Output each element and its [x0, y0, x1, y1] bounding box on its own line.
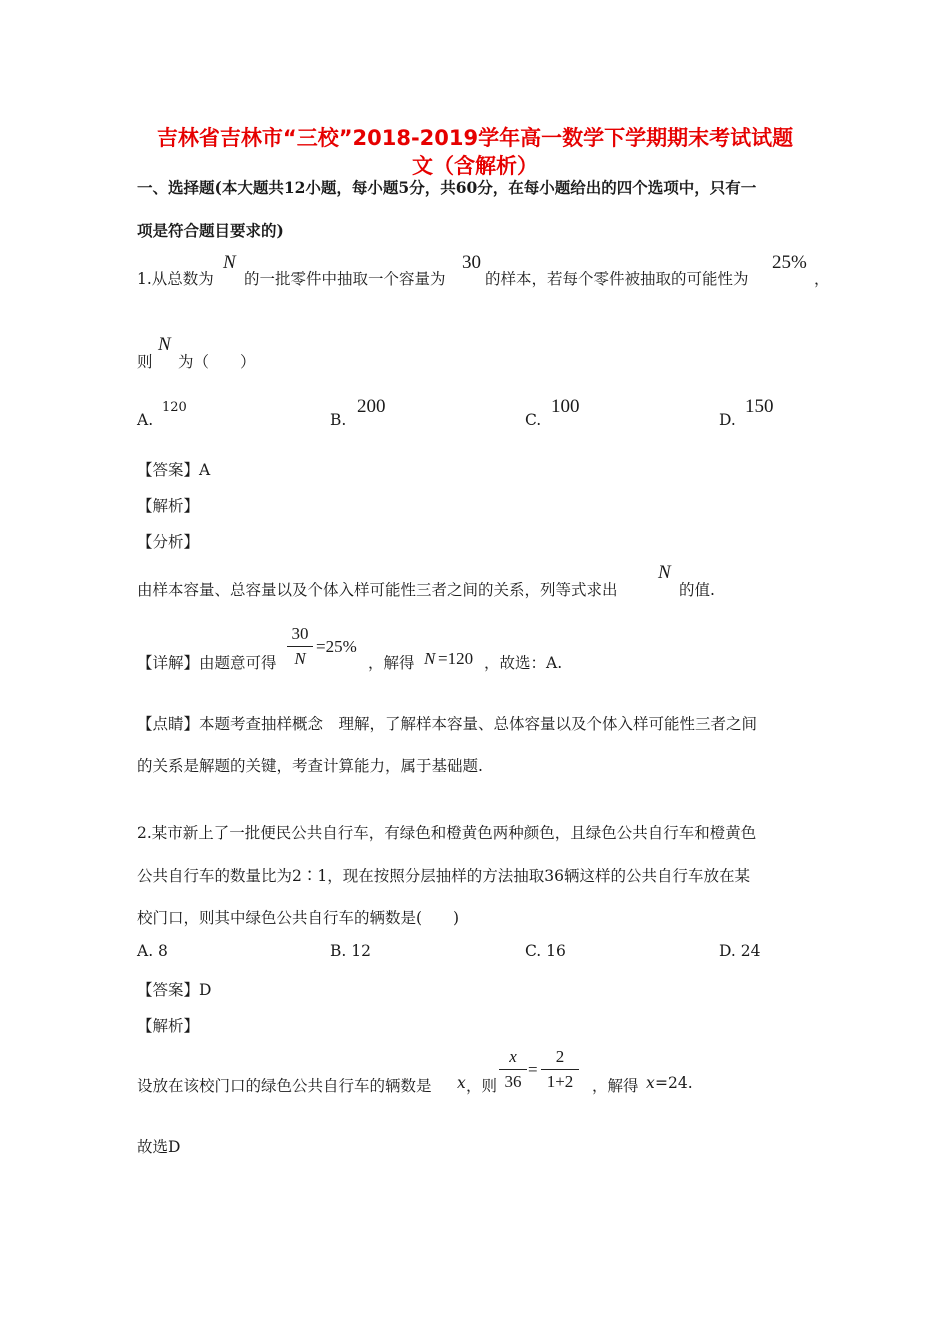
q1-answer: 【答案】A: [137, 461, 211, 479]
q2-equals-sign: =: [528, 1060, 538, 1079]
q2-fraction-2-numerator: 2: [555, 1047, 565, 1066]
q2-solution-part4: =24.: [655, 1074, 693, 1092]
q1-analysis-var-n: N: [658, 562, 671, 583]
q2-fraction-1-numerator: x: [509, 1047, 517, 1066]
q2-fraction-1: [499, 1047, 527, 1092]
q1-var-n: N: [223, 252, 236, 273]
section-heading: 一、选择题(本大题共12小题，每小题5分，共60分，在每小题给出的四个选项中，只有一: [137, 178, 757, 197]
q1-option-b-value: 200: [357, 396, 386, 417]
q2-stem-line3: 校门口，则其中绿色公共自行车的辆数是( ): [137, 909, 460, 927]
q1-comment-line1: 【点睛】本题考查抽样概念 理解，了解样本容量、总体容量以及个体入样可能性三者之间: [137, 715, 758, 733]
q1-comma: ，: [814, 270, 830, 288]
q1-fraction-denominator: N: [294, 649, 306, 668]
q1-option-a-value: 120: [162, 400, 187, 415]
q2-option-b: B. 12: [330, 942, 371, 960]
q1-option-a-label: A.: [137, 411, 154, 429]
q1-fraction: [287, 624, 313, 669]
q2-fraction-1-denominator: 36: [504, 1072, 522, 1091]
q1-analysis-part2: 的值.: [679, 581, 715, 599]
q1-fraction-numerator: 30: [291, 624, 309, 643]
q1-num-30: 30: [462, 252, 481, 273]
q1-detail-label: 【详解】由题意可得: [137, 654, 277, 672]
q1-option-b-label: B.: [330, 411, 347, 429]
section-heading-line2: 项是符合题目要求的): [137, 221, 284, 240]
q1-then: 则: [137, 353, 153, 371]
q1-detail-var-n: N: [424, 649, 436, 668]
q2-option-a: A. 8: [137, 942, 168, 960]
q2-answer: 【答案】D: [137, 981, 212, 999]
q1-analysis-part1: 由样本容量、总容量以及个体入样可能性三者之间的关系，列等式求出: [137, 581, 618, 599]
q2-solution-var-x2: x: [646, 1074, 655, 1092]
q2-option-d: D. 24: [719, 942, 761, 960]
q2-fraction-1-bar: [499, 1069, 527, 1070]
q1-detail-part3: ，故选：A.: [484, 654, 563, 672]
q1-option-c-value: 100: [551, 396, 580, 417]
q2-option-c: C. 16: [525, 942, 566, 960]
q2-fraction-2-denominator: 1+2: [546, 1072, 574, 1091]
q1-fraction-bar: [287, 646, 313, 647]
q1-pct: 25%: [772, 252, 807, 273]
q1-stem-part2: 的一批零件中抽取一个容量为: [244, 270, 446, 288]
q1-stem-part3: 的样本，若每个零件被抽取的可能性为: [485, 270, 749, 288]
q1-option-d-value: 150: [745, 396, 774, 417]
q1-detail-part2: ，解得: [368, 654, 415, 672]
q2-stem-line1: 2.某市新上了一批便民公共自行车，有绿色和橙黄色两种颜色，且绿色公共自行车和橙黄色: [137, 824, 757, 842]
q1-comment-line2: 的关系是解题的关键，考查计算能力，属于基础题.: [137, 757, 483, 775]
q2-solution-part2: ，则: [466, 1077, 498, 1095]
q1-fenxi-label: 【分析】: [137, 533, 200, 551]
q1-stem-part1: 1.从总数为: [137, 270, 214, 288]
q1-equation-rhs: =25%: [316, 637, 357, 656]
q1-var-n2: N: [158, 334, 171, 355]
q2-jiexi-label: 【解析】: [137, 1017, 200, 1035]
q2-solution-var-x: x: [457, 1074, 466, 1092]
q1-option-d-label: D.: [719, 411, 736, 429]
page-title: 吉林省吉林市“三校”2018-2019学年高一数学下学期期末考试试题: [156, 126, 794, 150]
q1-detail-result: =120: [438, 649, 474, 668]
q2-stem-line2: 公共自行车的数量比为2∶1，现在按照分层抽样的方法抽取36辆这样的公共自行车放在某: [137, 867, 750, 885]
q2-conclusion: 故选D: [137, 1138, 181, 1156]
q2-solution-part3: ，解得: [592, 1077, 639, 1095]
q1-wei: 为（ ）: [178, 353, 256, 371]
q1-option-c-label: C.: [525, 411, 542, 429]
q1-jiexi-label: 【解析】: [137, 497, 200, 515]
q2-fraction-2: [541, 1047, 579, 1092]
q2-solution-part1: 设放在该校门口的绿色公共自行车的辆数是: [137, 1077, 432, 1095]
q2-fraction-2-bar: [541, 1069, 579, 1070]
page-title-line2: 文（含解析）: [412, 154, 538, 178]
